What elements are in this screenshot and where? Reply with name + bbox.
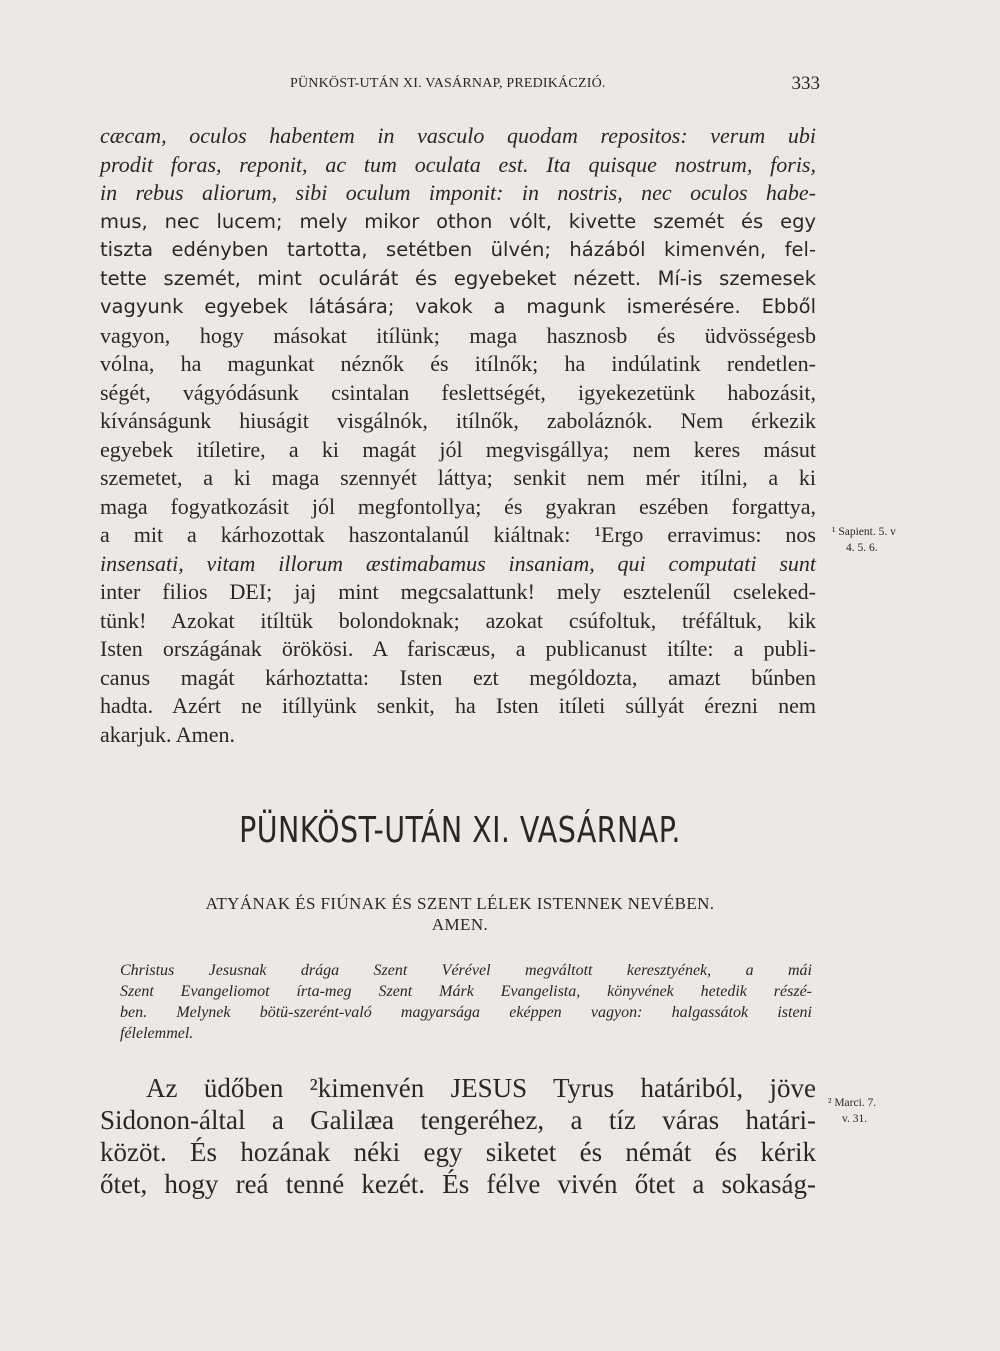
gospel-line: közöt. És hozának néki egy siketet és némát és kérik: [100, 1137, 816, 1167]
intro-line: félelemmel.: [120, 1025, 194, 1042]
margin-note-sapient: [832, 524, 896, 556]
body-line: maga fogyatkozásit jól megfontollya; és gyakran eszében forgattya,: [100, 493, 816, 519]
body-line: mus, nec lucem; mely mikor othon vólt, kivette szemét és egy: [100, 209, 816, 233]
body-line: akarjuk. Amen.: [100, 721, 236, 747]
body-line: tünk! Azokat itíltük bolondoknak; azokat csúfoltuk, tréfáltuk, kik: [100, 607, 816, 633]
gospel-line: őtet, hogy reá tenné kezét. És félve vivén őtet a sokaság-: [100, 1169, 816, 1199]
intro-paragraph: [120, 960, 812, 1044]
body-line: in rebus aliorum, sibi oculum imponit: in nostris, nec oculos habe-: [100, 180, 816, 205]
body-line: tette szemét, mint oculárát és egyebeket nézett. Mí-is szemesek: [100, 266, 816, 290]
page-number: 333: [791, 73, 820, 94]
intro-line: Szent Evangeliomot írta-meg Szent Márk Evangelista, könyvének hetedik részé-: [120, 983, 812, 1000]
body-line: vagyon, hogy másokat itílünk; maga hasznosb és üdvösségesb: [100, 322, 816, 348]
gospel-line: Sidonon-által a Galilæa tengeréhez, a tíz váras határi-: [100, 1105, 816, 1135]
invocation-line: AMEN.: [431, 915, 489, 934]
gospel-line: Az üdőben ²kimenvén JESUS Tyrus határiból, jöve: [146, 1073, 816, 1103]
body-line: a mit a kárhozottak haszontalanúl kiáltnak: ¹Ergo erravimus: nos: [100, 522, 816, 547]
margin-note-marci: [828, 1095, 876, 1127]
body-line: insensati, vitam illorum æstimabamus insaniam, qui computati sunt: [100, 550, 816, 576]
intro-line: ben. Melynek bötü-szerént-való magyarsága eképpen vagyon: halgassátok isteni: [120, 1004, 812, 1021]
margin-note-line: ¹ Sapient. 5. v: [832, 526, 896, 538]
body-line: canus magát kárhoztatta: Isten ezt mególdozta, amazt bűnben: [100, 664, 816, 690]
margin-note-line: ² Marci. 7.: [828, 1097, 877, 1109]
running-title: PÜNKÖST-UTÁN XI. VASÁRNAP, PREDIKÁCZIÓ.: [290, 76, 606, 91]
body-line: cæcam, oculos habentem in vasculo quodam repositos: verum ubi: [100, 123, 816, 148]
section-title: PÜNKÖST-UTÁN XI. VASÁRNAP.: [239, 810, 681, 851]
invocation-line: ATYÁNAK ÉS FIÚNAK ÉS SZENT LÉLEK ISTENNEK NEVÉBEN.: [205, 894, 715, 913]
body-line: egyebek itíletire, a ki magát jól megvisgállya; nem keres másut: [100, 436, 816, 462]
invocation: [100, 893, 820, 935]
body-line: inter filios DEI; jaj mint megcsalattunk! mely esztelenűl cseleked-: [100, 579, 816, 604]
running-header: [100, 73, 820, 100]
gospel-text: [100, 1072, 816, 1200]
body-line: prodit foras, reponit, ac tum oculata est. Ita quisque nostrum, foris,: [100, 151, 816, 177]
body-line: szemetet, a ki maga szennyét láttya; senkit nem mér itílni, a ki: [100, 465, 816, 490]
body-line: vagyunk egyebek látására; vakok a magunk ismerésére. Ebből: [100, 295, 816, 318]
intro-line: Christus Jesusnak drága Szent Vérével megváltott keresztyének, a mái: [120, 962, 812, 979]
margin-note-line: 4. 5. 6.: [846, 542, 878, 554]
body-line: vólna, ha magunkat néznők és itílnők; ha indúlatink rendetlen-: [100, 351, 816, 376]
body-line: ségét, vágyódásunk csintalan feslettségét, igyekezetünk habozásit,: [100, 379, 816, 405]
body-line: Isten országának örökösi. A fariscæus, a publicanust itílte: a publi-: [100, 636, 816, 661]
body-line: hadta. Azért ne itíllyünk senkit, ha Isten itíleti súllyát érezni nem: [100, 693, 816, 718]
body-line: tiszta edényben tartotta, setétben ülvén; házából kimenvén, fel-: [100, 238, 816, 261]
margin-note-line: v. 31.: [842, 1113, 868, 1125]
sermon-body-text: [100, 122, 816, 749]
body-line: kívánságunk hiuságit visgálnók, itílnők, zaboláznók. Nem érkezik: [100, 408, 816, 433]
